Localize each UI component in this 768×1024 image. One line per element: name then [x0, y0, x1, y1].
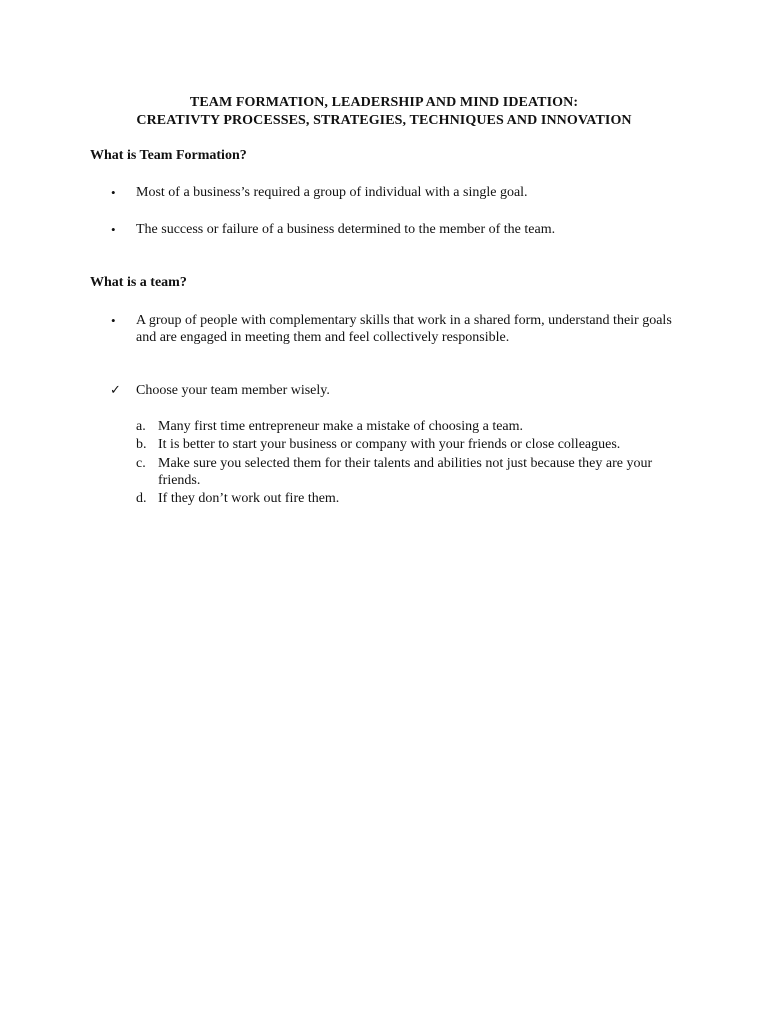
- section-heading-what-is-a-team: What is a team?: [90, 275, 187, 290]
- checklist-text: Choose your team member wisely.: [136, 383, 330, 398]
- bullet-text: The success or failure of a business determined to the member of the team.: [136, 222, 556, 237]
- sub-list-letter: c.: [136, 456, 146, 471]
- sub-list-letter: d.: [136, 491, 147, 506]
- sub-list-text: Make sure you selected them for their talents and abilities not just because they are your friends.: [158, 456, 653, 488]
- sub-list-text: Many first time entrepreneur make a mistake of choosing a team.: [158, 419, 524, 434]
- bullet-text: A group of people with complementary skills that work in a shared form, understand their goals and are engaged in meeting them and feel collectively responsible.: [136, 313, 672, 345]
- sub-list-text: It is better to start your business or company with your friends or close colleagues.: [158, 437, 621, 452]
- bullet-text: Most of a business’s required a group of individual with a single goal.: [136, 185, 528, 200]
- bullet-icon: •: [111, 185, 116, 200]
- document-title-line-2: CREATIVTY PROCESSES, STRATEGIES, TECHNIQUES AND INNOVATION: [136, 113, 632, 128]
- document-title-line-1: TEAM FORMATION, LEADERSHIP AND MIND IDEATION:: [189, 95, 579, 110]
- sub-list-letter: b.: [136, 437, 147, 452]
- checkmark-icon: ✓: [110, 383, 121, 398]
- sub-list-letter: a.: [136, 419, 146, 434]
- bullet-icon: •: [111, 313, 116, 328]
- bullet-icon: •: [111, 222, 116, 237]
- sub-list-text: If they don’t work out fire them.: [158, 491, 340, 506]
- section-heading-team-formation: What is Team Formation?: [90, 148, 247, 163]
